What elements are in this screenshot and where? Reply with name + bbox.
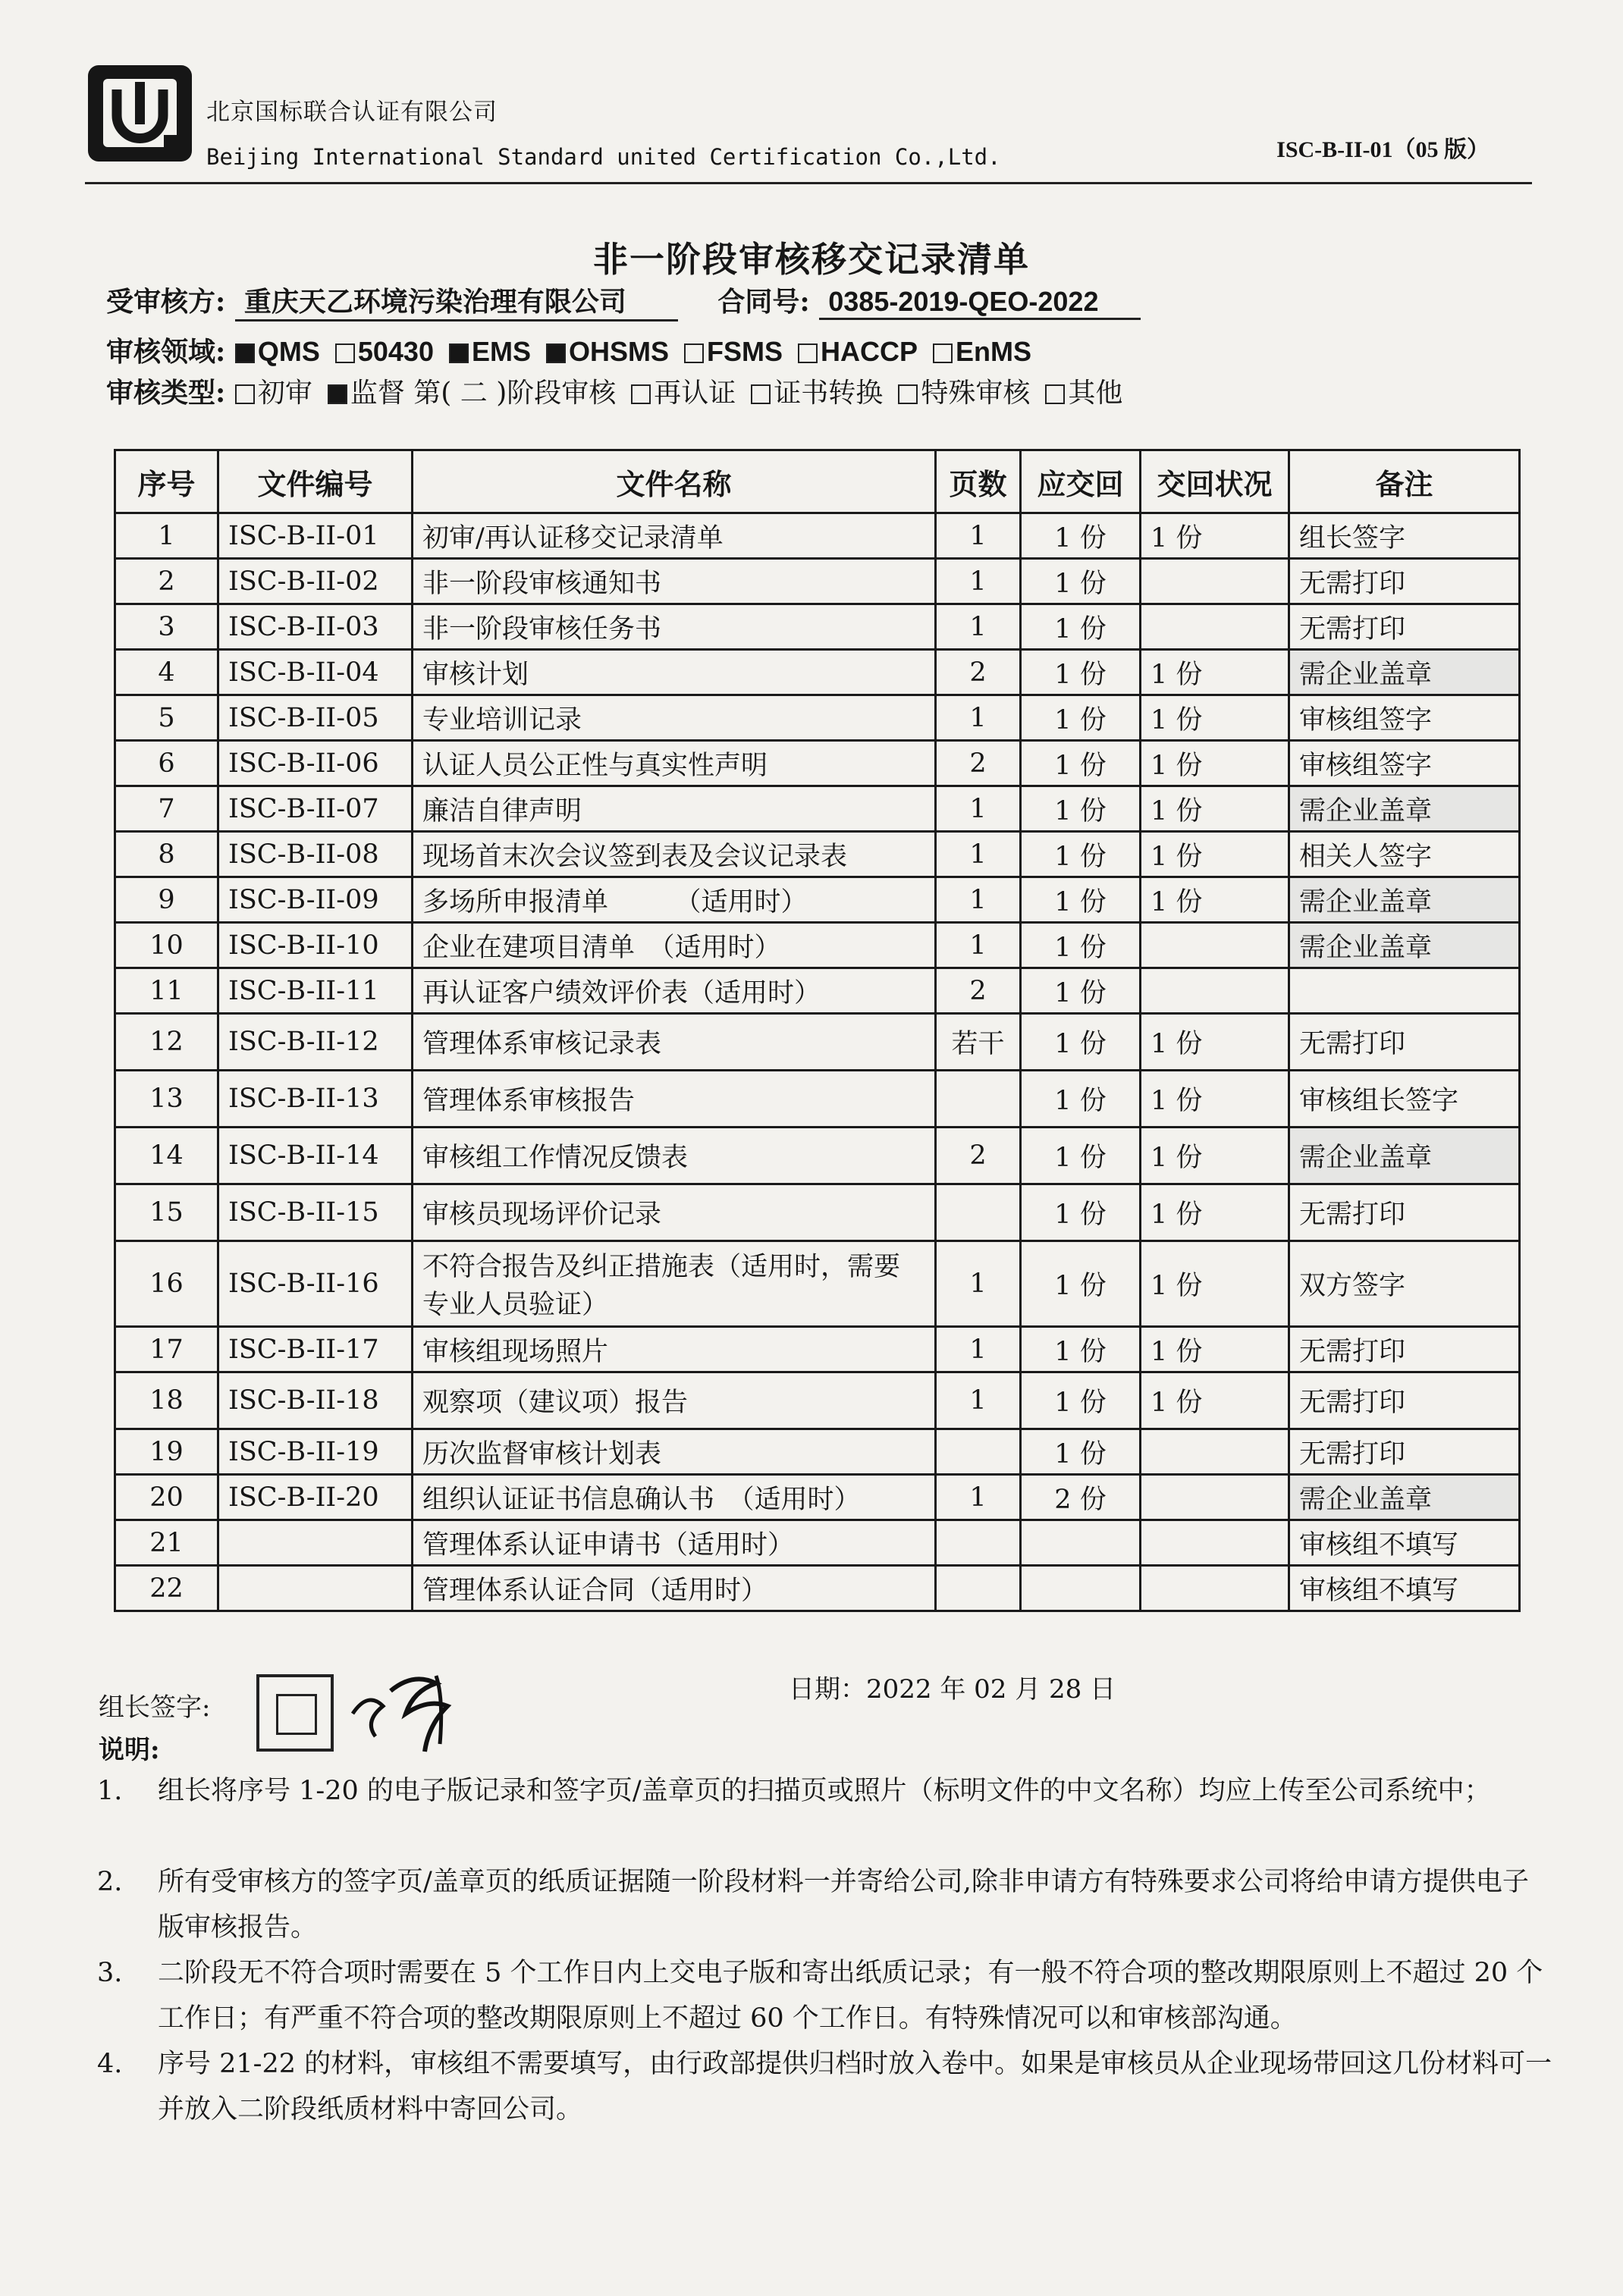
cell-file-no: ISC-B-II-15 (218, 1184, 413, 1241)
audit-field-row (106, 331, 1047, 369)
cell-file-name: 审核组现场照片 (413, 1327, 936, 1372)
option-label: 初审 (257, 378, 312, 409)
audit-field-option (449, 336, 531, 368)
cell-return-status: 1 份 (1141, 650, 1289, 695)
unchecked-box-icon (1045, 384, 1065, 404)
note-item (97, 1950, 1553, 2041)
cell-file-no: ISC-B-II-10 (218, 923, 413, 968)
cell-copies-due: 1 份 (1021, 1071, 1141, 1128)
cell-remarks: 无需打印 (1289, 1372, 1520, 1429)
cell-remarks: 审核组长签字 (1289, 1071, 1520, 1128)
unchecked-box-icon (335, 343, 355, 363)
table-row (115, 604, 1520, 650)
cell-seq: 6 (115, 741, 218, 786)
cell-pages (936, 1520, 1021, 1566)
cell-remarks: 需企业盖章 (1289, 786, 1520, 832)
cell-file-name: 组织认证证书信息确认书 （适用时） (413, 1475, 936, 1520)
auditee-label: 受审核方: (106, 286, 226, 318)
cell-file-name: 审核组工作情况反馈表 (413, 1128, 936, 1184)
cell-file-no: ISC-B-II-01 (218, 513, 413, 559)
cell-file-name: 再认证客户绩效评价表（适用时） (413, 968, 936, 1014)
cell-pages: 若干 (936, 1014, 1021, 1071)
cell-file-no: ISC-B-II-06 (218, 741, 413, 786)
note-text: 所有受审核方的签字页/盖章页的纸质证据随一阶段材料一并寄给公司,除非申请方有特殊要求公司将给申请方提供电子版审核报告。 (158, 1867, 1529, 1943)
cell-file-no: ISC-B-II-05 (218, 695, 413, 741)
cell-pages: 1 (936, 1475, 1021, 1520)
cell-remarks: 无需打印 (1289, 1014, 1520, 1071)
option-label: HACCP (821, 336, 918, 367)
audit-field-option (933, 336, 1031, 368)
table-row (115, 741, 1520, 786)
cell-remarks: 双方签字 (1289, 1241, 1520, 1327)
cell-seq: 10 (115, 923, 218, 968)
table-row (115, 559, 1520, 604)
table-row (115, 786, 1520, 832)
cell-file-name: 认证人员公正性与真实性声明 (413, 741, 936, 786)
note-number: 3. (97, 1958, 123, 1988)
cell-remarks (1289, 968, 1520, 1014)
cell-file-name: 管理体系认证申请书（适用时） (413, 1520, 936, 1566)
table-row (115, 877, 1520, 923)
cell-file-name: 廉洁自律声明 (413, 786, 936, 832)
cell-file-no: ISC-B-II-02 (218, 559, 413, 604)
cell-copies-due: 1 份 (1021, 1014, 1141, 1071)
auditee-row (106, 281, 1141, 322)
cell-return-status: 1 份 (1141, 877, 1289, 923)
note-text: 组长将序号 1-20 的电子版记录和签字页/盖章页的扫描页或照片（标明文件的中文名称）均应上传至公司系统中； (158, 1776, 1491, 1806)
cell-return-status (1141, 559, 1289, 604)
cell-seq: 19 (115, 1429, 218, 1475)
audit-field-option (546, 336, 669, 368)
cell-pages (936, 1429, 1021, 1475)
company-name-en: Beijing International Standard united Certification Co.,Ltd. (206, 144, 1001, 170)
option-label: 监督 第( 二 )阶段审核 (350, 378, 617, 409)
cell-pages: 1 (936, 832, 1021, 877)
cell-pages (936, 1071, 1021, 1128)
document-title: 非一阶段审核移交记录清单 (593, 239, 1030, 280)
cell-return-status (1141, 968, 1289, 1014)
cell-copies-due: 1 份 (1021, 877, 1141, 923)
table-row (115, 513, 1520, 559)
cell-copies-due: 1 份 (1021, 1429, 1141, 1475)
col-header-file-no: 文件编号 (218, 450, 413, 513)
cell-remarks: 无需打印 (1289, 1327, 1520, 1372)
col-header-file-name: 文件名称 (413, 450, 936, 513)
cell-return-status (1141, 1475, 1289, 1520)
col-header-return-status: 交回状况 (1141, 450, 1289, 513)
cell-file-no: ISC-B-II-13 (218, 1071, 413, 1128)
table-row (115, 1475, 1520, 1520)
cell-return-status: 1 份 (1141, 1372, 1289, 1429)
option-label: 其他 (1068, 378, 1123, 409)
unchecked-box-icon (631, 384, 651, 404)
cell-remarks: 审核组签字 (1289, 695, 1520, 741)
cell-pages: 2 (936, 650, 1021, 695)
cell-return-status: 1 份 (1141, 1014, 1289, 1071)
audit-field-option (235, 336, 320, 368)
table-row (115, 650, 1520, 695)
cell-return-status: 1 份 (1141, 695, 1289, 741)
audit-type-option (235, 372, 312, 410)
cell-file-no: ISC-B-II-03 (218, 604, 413, 650)
unchecked-box-icon (798, 343, 818, 363)
cell-pages: 1 (936, 1241, 1021, 1327)
cell-file-name: 管理体系认证合同（适用时） (413, 1566, 936, 1611)
audit-type-option (1045, 372, 1122, 410)
cell-return-status (1141, 1520, 1289, 1566)
table-row (115, 832, 1520, 877)
leader-signature-label: 组长签字: (99, 1692, 211, 1723)
audit-field-option (335, 336, 434, 368)
cell-seq: 7 (115, 786, 218, 832)
cell-pages: 1 (936, 513, 1021, 559)
cell-file-no: ISC-B-II-20 (218, 1475, 413, 1520)
cell-file-no: ISC-B-II-07 (218, 786, 413, 832)
contract-value: 0385-2019-QEO-2022 (819, 286, 1141, 320)
auditee-value: 重庆天乙环境污染治理有限公司 (235, 281, 678, 322)
cell-seq: 8 (115, 832, 218, 877)
cell-seq: 2 (115, 559, 218, 604)
cell-copies-due: 1 份 (1021, 1241, 1141, 1327)
cell-pages: 1 (936, 923, 1021, 968)
audit-type-row (106, 372, 1138, 410)
cell-seq: 9 (115, 877, 218, 923)
cell-return-status: 1 份 (1141, 1071, 1289, 1128)
cell-file-name: 审核计划 (413, 650, 936, 695)
cell-return-status: 1 份 (1141, 741, 1289, 786)
cell-file-name: 多场所申报清单 （适用时） (413, 877, 936, 923)
table-row (115, 968, 1520, 1014)
note-item (97, 1859, 1553, 1950)
cell-pages: 1 (936, 695, 1021, 741)
cell-return-status (1141, 923, 1289, 968)
cell-seq: 22 (115, 1566, 218, 1611)
cell-file-name: 企业在建项目清单 （适用时） (413, 923, 936, 968)
cell-return-status: 1 份 (1141, 832, 1289, 877)
cell-file-no: ISC-B-II-17 (218, 1327, 413, 1372)
table-row (115, 1372, 1520, 1429)
cell-seq: 4 (115, 650, 218, 695)
cell-copies-due: 1 份 (1021, 832, 1141, 877)
cell-pages: 2 (936, 968, 1021, 1014)
cell-seq: 11 (115, 968, 218, 1014)
audit-type-option (328, 372, 616, 410)
table-row (115, 1014, 1520, 1071)
checked-box-icon (546, 343, 566, 363)
cell-file-name: 初审/再认证移交记录清单 (413, 513, 936, 559)
transfer-record-table (114, 449, 1521, 1612)
audit-field-options (235, 336, 1047, 368)
cell-file-name: 观察项（建议项）报告 (413, 1372, 936, 1429)
audit-field-option (684, 336, 783, 368)
table-row (115, 1128, 1520, 1184)
cell-return-status: 1 份 (1141, 786, 1289, 832)
cell-copies-due: 1 份 (1021, 1128, 1141, 1184)
seal-stamp (256, 1674, 334, 1752)
form-code: ISC-B-II-01（05 版） (1276, 137, 1490, 162)
col-header-pages: 页数 (936, 450, 1021, 513)
cell-return-status: 1 份 (1141, 1184, 1289, 1241)
audit-field-label: 审核领域: (106, 336, 226, 368)
cell-file-no: ISC-B-II-12 (218, 1014, 413, 1071)
unchecked-box-icon (751, 384, 771, 404)
header-divider (85, 182, 1532, 184)
cell-file-no: ISC-B-II-14 (218, 1128, 413, 1184)
handwritten-signature (345, 1661, 482, 1767)
cell-pages: 1 (936, 604, 1021, 650)
cell-pages: 1 (936, 1372, 1021, 1429)
cell-pages (936, 1184, 1021, 1241)
cell-remarks: 无需打印 (1289, 1429, 1520, 1475)
option-label: OHSMS (568, 336, 669, 367)
contract-label: 合同号: (717, 286, 810, 318)
option-label: QMS (257, 336, 320, 367)
cell-remarks: 审核组不填写 (1289, 1566, 1520, 1611)
cell-seq: 18 (115, 1372, 218, 1429)
option-label: 再认证 (654, 378, 736, 409)
cell-file-no (218, 1520, 413, 1566)
cell-seq: 14 (115, 1128, 218, 1184)
option-label: EMS (471, 336, 531, 367)
cell-copies-due: 1 份 (1021, 968, 1141, 1014)
option-label: FSMS (707, 336, 783, 367)
cell-return-status: 1 份 (1141, 513, 1289, 559)
table-row (115, 1566, 1520, 1611)
cell-seq: 20 (115, 1475, 218, 1520)
company-logo (85, 62, 195, 165)
cell-copies-due: 1 份 (1021, 559, 1141, 604)
cell-remarks: 需企业盖章 (1289, 877, 1520, 923)
cell-copies-due: 1 份 (1021, 695, 1141, 741)
note-number: 1. (97, 1776, 123, 1806)
note-number: 2. (97, 1867, 123, 1897)
cell-copies-due: 1 份 (1021, 741, 1141, 786)
audit-type-options (235, 377, 1138, 409)
cell-copies-due: 1 份 (1021, 923, 1141, 968)
cell-seq: 12 (115, 1014, 218, 1071)
option-label: 证书转换 (774, 378, 884, 409)
cell-file-name: 专业培训记录 (413, 695, 936, 741)
cell-remarks: 需企业盖章 (1289, 1475, 1520, 1520)
col-header-seq: 序号 (115, 450, 218, 513)
cell-copies-due: 1 份 (1021, 513, 1141, 559)
cell-copies-due (1021, 1520, 1141, 1566)
cell-file-name: 现场首末次会议签到表及会议记录表 (413, 832, 936, 877)
cell-copies-due: 2 份 (1021, 1475, 1141, 1520)
col-header-remarks: 备注 (1289, 450, 1520, 513)
cell-copies-due: 1 份 (1021, 1184, 1141, 1241)
table-row (115, 1429, 1520, 1475)
cell-return-status: 1 份 (1141, 1128, 1289, 1184)
option-label: 50430 (357, 336, 434, 367)
note-item (97, 1768, 1553, 1859)
cell-seq: 3 (115, 604, 218, 650)
checked-box-icon (328, 384, 347, 404)
cell-file-no: ISC-B-II-08 (218, 832, 413, 877)
audit-type-option (898, 372, 1030, 410)
cell-pages: 1 (936, 559, 1021, 604)
cell-file-no: ISC-B-II-16 (218, 1241, 413, 1327)
cell-seq: 17 (115, 1327, 218, 1372)
cell-file-no: ISC-B-II-04 (218, 650, 413, 695)
note-text: 序号 21-22 的材料，审核组不需要填写，由行政部提供归档时放入卷中。如果是审核员从企业现场带回这几份材料可一并放入二阶段纸质材料中寄回公司。 (158, 2049, 1552, 2125)
col-header-copies-due: 应交回 (1021, 450, 1141, 513)
audit-field-option (798, 336, 918, 368)
unchecked-box-icon (235, 384, 255, 404)
unchecked-box-icon (933, 343, 953, 363)
cell-file-no: ISC-B-II-18 (218, 1372, 413, 1429)
cell-seq: 1 (115, 513, 218, 559)
option-label: 特殊审核 (921, 378, 1031, 409)
cell-file-name: 审核员现场评价记录 (413, 1184, 936, 1241)
company-name-cn: 北京国标联合认证有限公司 (206, 99, 498, 126)
cell-pages: 2 (936, 1128, 1021, 1184)
cell-pages: 2 (936, 741, 1021, 786)
cell-return-status (1141, 1429, 1289, 1475)
cell-file-no: ISC-B-II-09 (218, 877, 413, 923)
table-row (115, 695, 1520, 741)
cell-copies-due: 1 份 (1021, 604, 1141, 650)
audit-type-option (751, 372, 883, 410)
cell-file-no (218, 1566, 413, 1611)
cell-return-status (1141, 604, 1289, 650)
table-row (115, 1327, 1520, 1372)
cell-seq: 21 (115, 1520, 218, 1566)
table-header-row (115, 450, 1520, 513)
cell-return-status: 1 份 (1141, 1327, 1289, 1372)
cell-pages (936, 1566, 1021, 1611)
cell-seq: 5 (115, 695, 218, 741)
note-item (97, 2041, 1553, 2132)
checked-box-icon (235, 343, 255, 363)
cell-pages: 1 (936, 1327, 1021, 1372)
note-text: 二阶段无不符合项时需要在 5 个工作日内上交电子版和寄出纸质记录；有一般不符合项的整改期限原则上不超过 20 个工作日；有严重不符合项的整改期限原则上不超过 60 个工作日。有特殊情况可以和审核部沟通。 (158, 1958, 1543, 2034)
table-row (115, 923, 1520, 968)
checked-box-icon (449, 343, 469, 363)
cell-remarks: 组长签字 (1289, 513, 1520, 559)
cell-file-name: 非一阶段审核任务书 (413, 604, 936, 650)
cell-remarks: 审核组不填写 (1289, 1520, 1520, 1566)
cell-file-no: ISC-B-II-19 (218, 1429, 413, 1475)
cell-pages: 1 (936, 877, 1021, 923)
cell-copies-due: 1 份 (1021, 1327, 1141, 1372)
cell-remarks: 相关人签字 (1289, 832, 1520, 877)
notes-label: 说明: (99, 1735, 160, 1765)
unchecked-box-icon (684, 343, 704, 363)
option-label: EnMS (956, 336, 1032, 367)
cell-remarks: 无需打印 (1289, 604, 1520, 650)
audit-type-option (631, 372, 736, 410)
sign-date: 日期：2022 年 02 月 28 日 (789, 1674, 1116, 1705)
cell-copies-due: 1 份 (1021, 650, 1141, 695)
note-number: 4. (97, 2049, 123, 2079)
cell-file-name: 非一阶段审核通知书 (413, 559, 936, 604)
cell-file-name: 管理体系审核记录表 (413, 1014, 936, 1071)
cell-file-no: ISC-B-II-11 (218, 968, 413, 1014)
cell-copies-due: 1 份 (1021, 786, 1141, 832)
cell-remarks: 无需打印 (1289, 559, 1520, 604)
table-row (115, 1184, 1520, 1241)
cell-remarks: 审核组签字 (1289, 741, 1520, 786)
audit-type-label: 审核类型: (106, 377, 226, 409)
cell-remarks: 无需打印 (1289, 1184, 1520, 1241)
unchecked-box-icon (898, 384, 918, 404)
cell-seq: 16 (115, 1241, 218, 1327)
cell-seq: 15 (115, 1184, 218, 1241)
cell-return-status (1141, 1566, 1289, 1611)
cell-remarks: 需企业盖章 (1289, 650, 1520, 695)
cell-pages: 1 (936, 786, 1021, 832)
cell-copies-due: 1 份 (1021, 1372, 1141, 1429)
cell-return-status: 1 份 (1141, 1241, 1289, 1327)
cell-file-name: 历次监督审核计划表 (413, 1429, 936, 1475)
table-row (115, 1241, 1520, 1327)
cell-file-name: 管理体系审核报告 (413, 1071, 936, 1128)
cell-seq: 13 (115, 1071, 218, 1128)
table-row (115, 1071, 1520, 1128)
cell-remarks: 需企业盖章 (1289, 923, 1520, 968)
cell-file-name: 不符合报告及纠正措施表（适用时，需要专业人员验证） (413, 1241, 936, 1327)
cell-copies-due (1021, 1566, 1141, 1611)
cell-remarks: 需企业盖章 (1289, 1128, 1520, 1184)
table-row (115, 1520, 1520, 1566)
